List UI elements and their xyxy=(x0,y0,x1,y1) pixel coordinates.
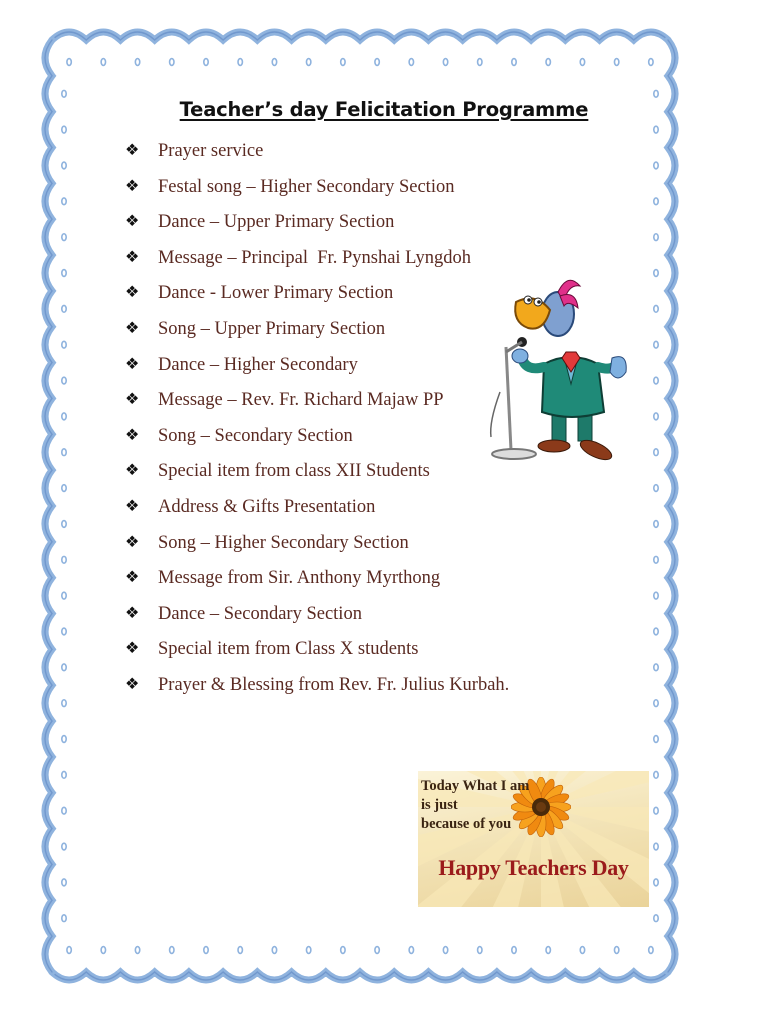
diamond-bullet-icon: ❖ xyxy=(125,248,140,266)
programme-item-label: Prayer service xyxy=(158,141,264,161)
programme-item xyxy=(125,673,509,709)
programme-item xyxy=(125,459,509,495)
programme-item-label: Address & Gifts Presentation xyxy=(158,496,376,517)
diamond-bullet-icon: ❖ xyxy=(125,675,140,693)
programme-item-label: Message – Principal Fr. Pynshai Lyngdoh xyxy=(158,247,471,268)
card-line-3: because of you xyxy=(421,816,512,832)
programme-item-label: Prayer & Blessing from Rev. Fr. Julius Kurbah. xyxy=(158,674,510,695)
programme-item xyxy=(125,210,509,246)
programme-item xyxy=(125,388,509,424)
programme-item xyxy=(125,281,509,317)
programme-item-label: Dance - Lower Primary Section xyxy=(158,283,394,304)
programme-item xyxy=(125,602,509,638)
diamond-bullet-icon: ❖ xyxy=(125,355,140,373)
programme-item-label: Dance – Secondary Section xyxy=(158,603,362,624)
programme-item-label: Special item from Class X students xyxy=(158,639,419,660)
diamond-bullet-icon: ❖ xyxy=(125,319,140,337)
page-title: Teacher’s day Felicitation Programme xyxy=(179,98,589,121)
diamond-bullet-icon: ❖ xyxy=(125,284,140,302)
card-line-1: Today What I am xyxy=(421,778,530,794)
programme-item xyxy=(125,353,509,389)
programme-item-label: Song – Upper Primary Section xyxy=(158,318,386,339)
card-greeting: Happy Teachers Day xyxy=(438,855,629,880)
programme-item xyxy=(125,495,509,531)
programme-item-label: Dance – Upper Primary Section xyxy=(158,212,395,233)
programme-item-label: Festal song – Higher Secondary Section xyxy=(158,176,455,197)
diamond-bullet-icon: ❖ xyxy=(125,497,140,515)
programme-item-label: Message – Rev. Fr. Richard Majaw PP xyxy=(158,390,444,411)
diamond-bullet-icon: ❖ xyxy=(125,640,140,658)
programme-item xyxy=(125,139,509,175)
happy-teachers-day-card xyxy=(418,771,649,907)
programme-list xyxy=(125,139,509,709)
programme-item xyxy=(125,424,509,460)
diamond-bullet-icon: ❖ xyxy=(125,604,140,622)
diamond-bullet-icon: ❖ xyxy=(125,569,140,587)
programme-item xyxy=(125,637,509,673)
programme-item-label: Song – Higher Secondary Section xyxy=(158,532,409,553)
programme-item xyxy=(125,531,509,567)
diamond-bullet-icon: ❖ xyxy=(125,426,140,444)
programme-item-label: Message from Sir. Anthony Myrthong xyxy=(158,568,441,589)
programme-item-label: Special item from class XII Students xyxy=(158,461,430,482)
diamond-bullet-icon: ❖ xyxy=(125,213,140,231)
programme-item xyxy=(125,246,509,282)
diamond-bullet-icon: ❖ xyxy=(125,462,140,480)
diamond-bullet-icon: ❖ xyxy=(125,391,140,409)
programme-item xyxy=(125,317,509,353)
diamond-bullet-icon: ❖ xyxy=(125,177,140,195)
programme-item xyxy=(125,175,509,211)
programme-item xyxy=(125,566,509,602)
diamond-bullet-icon: ❖ xyxy=(125,533,140,551)
programme-item-label: Song – Secondary Section xyxy=(158,425,353,446)
programme-item-label: Dance – Higher Secondary xyxy=(158,354,358,375)
card-line-2: is just xyxy=(421,797,458,813)
diamond-bullet-icon: ❖ xyxy=(125,142,140,159)
singing-duck-mascot-icon xyxy=(486,272,636,464)
